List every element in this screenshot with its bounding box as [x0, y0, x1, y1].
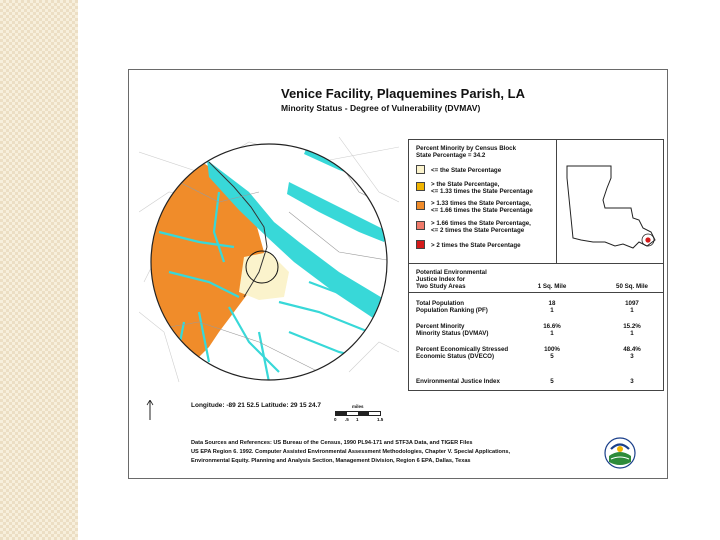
index-header: Potential Environmental — [416, 269, 487, 276]
map-subtitle: Minority Status - Degree of Vulnerability (DVMAV) — [281, 103, 481, 113]
map-title: Venice Facility, Plaquemines Parish, LA — [281, 86, 525, 101]
map-figure — [128, 69, 668, 479]
cell-value: 18 — [548, 300, 556, 307]
legend-swatch-3 — [416, 221, 425, 230]
legend-heading: Percent Minority by Census Block — [416, 145, 517, 152]
epa-logo — [603, 436, 637, 470]
legend-swatch-0 — [416, 165, 425, 174]
row-label: Economic Status (DVECO) — [416, 353, 495, 360]
row-label: Population Ranking (PF) — [416, 307, 488, 314]
scale-tick: .5 — [345, 417, 349, 422]
legend-item-label: > 1.66 times the State Percentage, — [431, 220, 531, 227]
cell-value: 1 — [630, 307, 634, 314]
legend-item-label: > 2 times the State Percentage — [431, 242, 521, 249]
column-header-1sqmile: 1 Sq. Mile — [537, 283, 567, 290]
cell-value: 1097 — [625, 300, 639, 307]
legend-item-label: <= 1.66 times the State Percentage — [431, 207, 533, 214]
ej-index-label: Environmental Justice Index — [416, 378, 500, 385]
legend-swatch-2 — [416, 201, 425, 210]
site-marker — [645, 237, 650, 242]
column-header-50sqmile: 50 Sq. Mile — [616, 283, 648, 290]
study-area-map — [139, 132, 399, 392]
row-label: Percent Minority — [416, 323, 465, 330]
cell-value: 16.6% — [543, 323, 561, 330]
scale-tick: 1.5 — [377, 417, 384, 422]
north-arrow-icon — [146, 400, 154, 420]
sources-line-1: Data Sources and References: US Bureau of the Census, 1990 PL94-171 and STF3A Data, and TIGER Files — [191, 440, 473, 446]
row-label: Percent Economically Stressed — [416, 346, 509, 353]
sources-line-2: US EPA Region 6. 1992. Computer Assisted Environmental Assessment Methodologies, Chapter V. Special Applications, — [191, 449, 511, 455]
scale-tick: 1 — [356, 417, 359, 422]
legend-item-label: <= the State Percentage — [431, 167, 502, 174]
cell-value: 1 — [550, 307, 554, 314]
cell-value: 5 — [550, 353, 554, 360]
scale-tick: 0 — [334, 417, 337, 422]
ej-index-1sqmile: 5 — [550, 378, 554, 385]
legend-item-label: <= 2 times the State Percentage — [431, 227, 525, 234]
louisiana-inset-map — [559, 148, 663, 260]
scale-label: miles — [352, 404, 364, 409]
cell-value: 3 — [630, 353, 634, 360]
legend-swatch-1 — [416, 182, 425, 191]
cell-value: 1 — [550, 330, 554, 337]
row-label: Minority Status (DVMAV) — [416, 330, 489, 337]
legend-item-label: > the State Percentage, — [431, 181, 500, 188]
legend-item-label: > 1.33 times the State Percentage, — [431, 200, 531, 207]
sources-line-3: Environmental Equity. Planning and Analysis Section, Management Division, Region 6 EPA, Dallas, Texas — [191, 458, 471, 464]
cell-value: 100% — [544, 346, 560, 353]
legend-swatch-4 — [416, 240, 425, 249]
decorative-side-strip — [0, 0, 78, 540]
index-header: Justice Index for — [416, 276, 466, 283]
legend-item-label: <= 1.33 times the State Percentage — [431, 188, 533, 195]
row-label: Total Population — [416, 300, 465, 307]
legend-state-percentage: State Percentage = 34.2 — [416, 152, 486, 159]
cell-value: 1 — [630, 330, 634, 337]
cell-value: 48.4% — [623, 346, 641, 353]
scale-bar — [335, 404, 385, 426]
legend-panel — [408, 139, 664, 391]
cell-value: 15.2% — [623, 323, 641, 330]
index-header: Two Study Areas — [416, 283, 466, 290]
site-coordinates: Longitude: -89 21 52.5 Latitude: 29 15 24.7 — [191, 402, 322, 409]
ej-index-50sqmile: 3 — [630, 378, 634, 385]
